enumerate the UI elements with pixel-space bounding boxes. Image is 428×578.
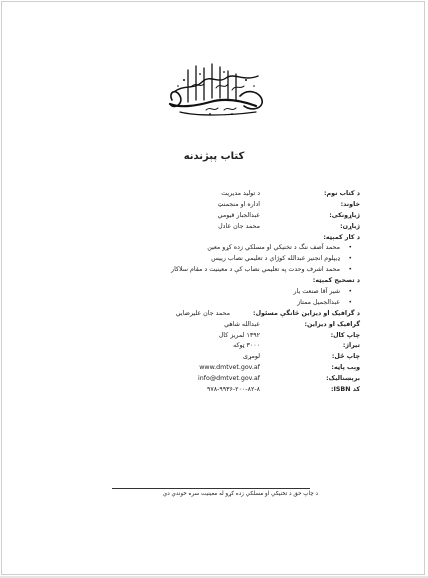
detail-label: ژباړن: (340, 222, 360, 230)
copyright-notice: د چاپ حق د تخنیکي او مسلکي زده کړو له معینیت سره خوندي دي (162, 491, 318, 497)
detail-label: چاپ ځل: (331, 353, 360, 361)
detail-value: محمد جان عادل (218, 222, 260, 230)
correction-heading-row (96, 276, 360, 287)
publishing-row-edition (96, 352, 360, 363)
detail-row-translator (96, 211, 360, 222)
publishing-row-print-run (96, 341, 360, 352)
detail-value: ۳۰۰۰ ټوکه (233, 342, 260, 350)
detail-label: چاپ کال: (330, 331, 360, 339)
publishing-row-website (96, 363, 360, 374)
list-item: • شیر آقا صنعت یار (96, 287, 340, 298)
publishing-row-email (96, 374, 360, 385)
committee-list (96, 243, 360, 276)
detail-value: ۹۷۸-۹۹۳۶-۲۰۰-۸۲-۸ (206, 386, 260, 394)
detail-value: د تولید مدیریت (221, 190, 260, 197)
detail-value: عبدالله شاهي (224, 320, 260, 328)
detail-label: د گرافیک او دیزاین څانگې مسئول: (253, 309, 360, 317)
detail-label: ژباړونکی: (329, 211, 360, 219)
detail-label: کد ISBN: (331, 386, 360, 394)
detail-value: لومړی (243, 353, 260, 361)
list-item: • ډیپلوم انجنیر عبدالله کوژاي د تعلیمي نصاب رییس (96, 254, 340, 265)
detail-row-book-name (96, 189, 360, 200)
publishing-row-graphics-head (96, 309, 360, 320)
footer-divider (112, 488, 310, 489)
detail-value: محمد جان علیرضایي (175, 309, 230, 317)
committee-heading: د کار کمېټه: (323, 233, 360, 241)
publishing-row-print-year (96, 331, 360, 342)
detail-value: عبدالجبار قیومي (217, 211, 260, 219)
detail-label: وېب پاڼه: (331, 364, 360, 372)
page-title: کتاب پېژندنه (183, 151, 245, 162)
list-item: • عبدالجمیل ممتاز (96, 298, 340, 309)
detail-row-owner (96, 200, 360, 211)
detail-value (96, 374, 260, 385)
detail-label: خاوند: (340, 200, 360, 208)
list-item: • محمد اشرف وحدت په تعلیمي نصاب کې د معینیت د مقام سلاکار (96, 265, 340, 276)
publishing-row-graphics (96, 320, 360, 331)
detail-label: تیراژ: (342, 342, 360, 350)
detail-value (96, 363, 260, 374)
publishing-row-isbn (96, 385, 360, 396)
basmala-calligraphy-logo (166, 62, 268, 118)
detail-label: گرافیک او دیزاین: (304, 320, 360, 328)
website-link[interactable]: www.dmtvet.gov.af (199, 364, 260, 372)
detail-value: اداره او منجمنټ (217, 200, 260, 208)
detail-label: برېښنالیک: (326, 375, 360, 383)
detail-label: د کتاب نوم: (324, 190, 360, 197)
detail-row-reviewer (96, 222, 360, 233)
book-details (96, 189, 360, 396)
correction-list (96, 287, 360, 309)
committee-heading-row (96, 233, 360, 244)
email-link[interactable]: info@dmtvet.gov.af (198, 375, 260, 383)
detail-value: ۱۳۹۲ لمریز کال (218, 331, 260, 339)
list-item: • محمد آصف ننگ د تخنیکي او مسلکي زده کړو معین (96, 243, 340, 254)
correction-heading: د تصحیح کمېټه: (312, 277, 360, 285)
